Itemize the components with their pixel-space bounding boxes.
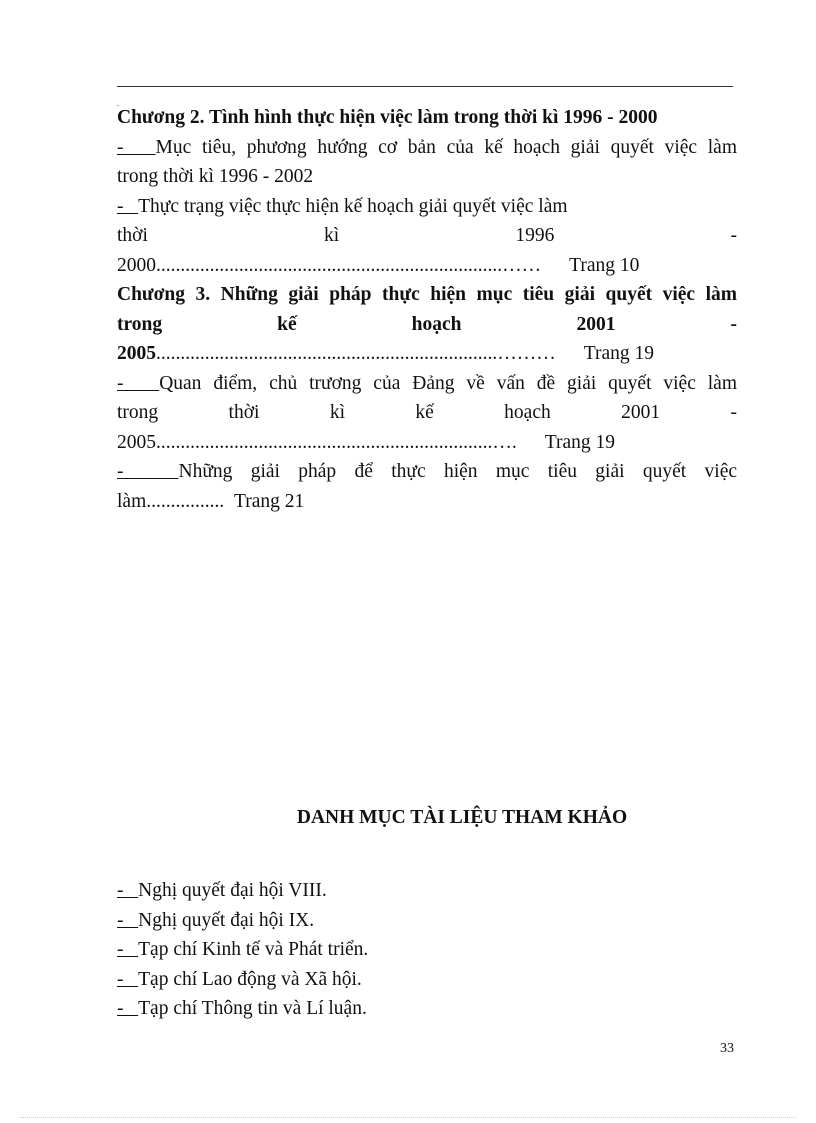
table-of-contents	[117, 103, 737, 516]
toc-chapter-3-title-line-2: trong kế hoạch 2001 -	[117, 313, 737, 335]
toc-ch2-item-1-text: Mục tiêu, phương hướng cơ bản của kế hoạch giải quyết việc làm	[155, 136, 737, 158]
toc-leader: 2000.......................................................................……	[117, 254, 542, 276]
bullet-underline	[124, 196, 139, 217]
toc-leader: ......................................................................………	[156, 343, 556, 364]
reference-text: Tạp chí Kinh tế và Phát triển.	[138, 939, 369, 960]
toc-page-ref: Trang 19	[544, 431, 615, 453]
bullet-dash: -	[117, 372, 124, 394]
toc-ch3-item-1-line-3	[117, 428, 737, 458]
references-list	[117, 876, 737, 1024]
toc-ch3-item-1-line-1	[117, 369, 737, 399]
bullet-dash: -	[117, 195, 124, 217]
toc-ch2-item-1-line-1	[117, 133, 737, 163]
bullet-dash: -	[117, 880, 124, 901]
toc-year: 2005	[117, 343, 156, 364]
toc-ch3-item-2-line-2	[117, 487, 737, 517]
toc-ch2-item-2-text: Thực trạng việc thực hiện kế hoạch giải quyết việc làm	[138, 195, 568, 217]
bullet-underline	[124, 939, 139, 960]
bullet-underline	[124, 880, 139, 901]
toc-chapter-3-title-line-1: Chương 3. Những giải pháp thực hiện mục tiêu giải quyết việc làm	[117, 284, 737, 305]
bullet-dash: -	[117, 939, 124, 960]
toc-leader: 2005.....................................................................….	[117, 431, 517, 453]
reference-item	[117, 876, 737, 906]
bullet-dash: -	[117, 136, 124, 158]
reference-text: Tạp chí Thông tin và Lí luận.	[138, 998, 367, 1019]
page-number: 33	[720, 1041, 734, 1056]
reference-item	[117, 965, 737, 995]
toc-page-ref: Trang 21	[234, 490, 305, 512]
references-heading: DANH MỤC TÀI LIỆU THAM KHẢO	[296, 807, 628, 828]
reference-item	[117, 906, 737, 936]
footer-dotted-rule	[20, 1117, 796, 1118]
bullet-dash: -	[117, 461, 124, 482]
stray-mark: .	[117, 99, 119, 108]
reference-text: Nghị quyết đại hội VIII.	[138, 880, 327, 901]
bullet-dash: -	[117, 998, 124, 1019]
reference-item	[117, 935, 737, 965]
reference-text: Nghị quyết đại hội IX.	[138, 909, 315, 931]
toc-page-ref: Trang 10	[569, 254, 640, 276]
toc-ch2-item-2-line-1	[117, 192, 737, 222]
bullet-dash: -	[117, 968, 124, 990]
bullet-underline	[124, 969, 139, 990]
toc-ch3-item-1-line-2: trong thời kì kế hoạch 2001 -	[117, 402, 737, 423]
header-rule	[117, 86, 733, 87]
bullet-underline	[124, 373, 160, 394]
toc-chapter-2-title: Chương 2. Tình hình thực hiện việc làm trong thời kì 1996 - 2000	[117, 107, 658, 128]
toc-ch2-item-2-line-2: thời kì 1996 -	[117, 225, 737, 246]
toc-leader: làm................	[117, 490, 225, 512]
reference-item	[117, 994, 737, 1024]
toc-ch2-item-2-line-3	[117, 251, 737, 281]
reference-text: Tạp chí Lao động và Xã hội.	[138, 968, 362, 990]
toc-ch2-item-1-line-2: trong thời kì 1996 - 2002	[117, 166, 314, 187]
bullet-underline	[124, 998, 139, 1019]
toc-chapter-3-title-line-3	[117, 339, 737, 369]
bullet-underline	[124, 137, 156, 158]
toc-page-ref: Trang 19	[583, 343, 654, 364]
toc-ch3-item-2-text: Những giải pháp để thực hiện mục tiêu giải quyết việc	[178, 461, 737, 482]
bullet-underline	[124, 910, 139, 931]
bullet-underline	[124, 461, 179, 482]
bullet-dash: -	[117, 909, 124, 931]
toc-ch3-item-2-line-1	[117, 457, 737, 487]
toc-ch3-item-1-text: Quan điểm, chủ trương của Đảng về vấn đề giải quyết việc làm	[159, 372, 737, 394]
